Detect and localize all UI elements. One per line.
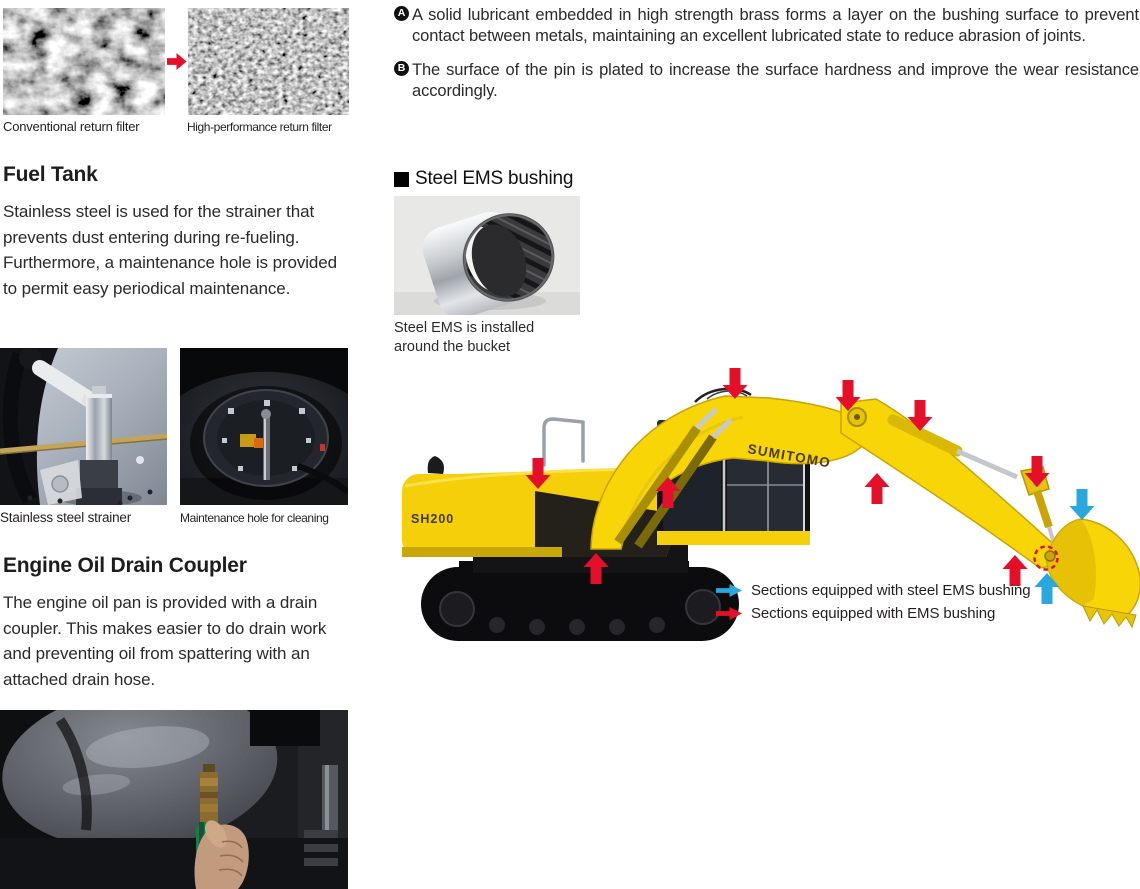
red-arrow-icon [716,607,742,620]
filter-caption-right: High-performance return filter [187,120,332,134]
bushing-caption: Steel EMS is installed around the bucket [394,320,535,355]
excavator-model-label: SH200 [411,512,455,526]
blue-arrow-icon [716,584,742,597]
maintenance-hole-photo [180,348,348,505]
legend [716,582,1031,628]
note-a [394,5,1139,47]
conventional-filter-photo [3,8,165,115]
legend-row-steel-ems [716,582,1031,599]
excavator-brand-label: SUMITOMO [746,441,833,471]
circled-a-icon: A [394,5,412,47]
black-square-icon [394,172,409,187]
bushing-photo [394,196,580,315]
engine-oil-body: The engine oil pan is provided with a drain coupler. This makes easier to do drain work and preventing oil from spattering with an attached drain hose. [3,593,327,689]
filter-caption-left: Conventional return filter [3,119,140,134]
filter-comparison [3,8,349,115]
drain-coupler-photo [0,710,348,889]
high-performance-filter-photo [188,8,349,115]
ems-bushing-heading [394,168,573,190]
fuel-tank-body: Stainless steel is used for the strainer that prevents dust entering during re-fueling. Furthermore, a maintenance hole is provided to permit easy periodical maintenance. [3,202,337,298]
fuel-tank-title: Fuel Tank [3,163,98,186]
legend-label-ems: Sections equipped with EMS bushing [751,605,996,622]
legend-row-ems [716,605,1031,622]
maintenance-hole-caption: Maintenance hole for cleaning [180,511,329,525]
note-b-text: The surface of the pin is plated to increase the surface hardness and improve the wear resistance accordingly. [412,61,1139,100]
circled-b-icon: B [394,60,412,102]
notes-block [394,5,1139,115]
red-arrow-icon [167,53,187,70]
legend-label-steel-ems: Sections equipped with steel EMS bushing [751,582,1031,599]
note-a-text: A solid lubricant embedded in high strength brass forms a layer on the bushing surface to prevent contact between metals, maintaining an excellent lubricated state to reduce abrasion of joints. [412,6,1139,45]
strainer-caption: Stainless steel strainer [0,510,132,525]
ems-bushing-title: Steel EMS bushing [415,168,574,189]
engine-oil-title: Engine Oil Drain Coupler [3,554,247,577]
note-b [394,60,1139,102]
strainer-photo [0,348,167,505]
